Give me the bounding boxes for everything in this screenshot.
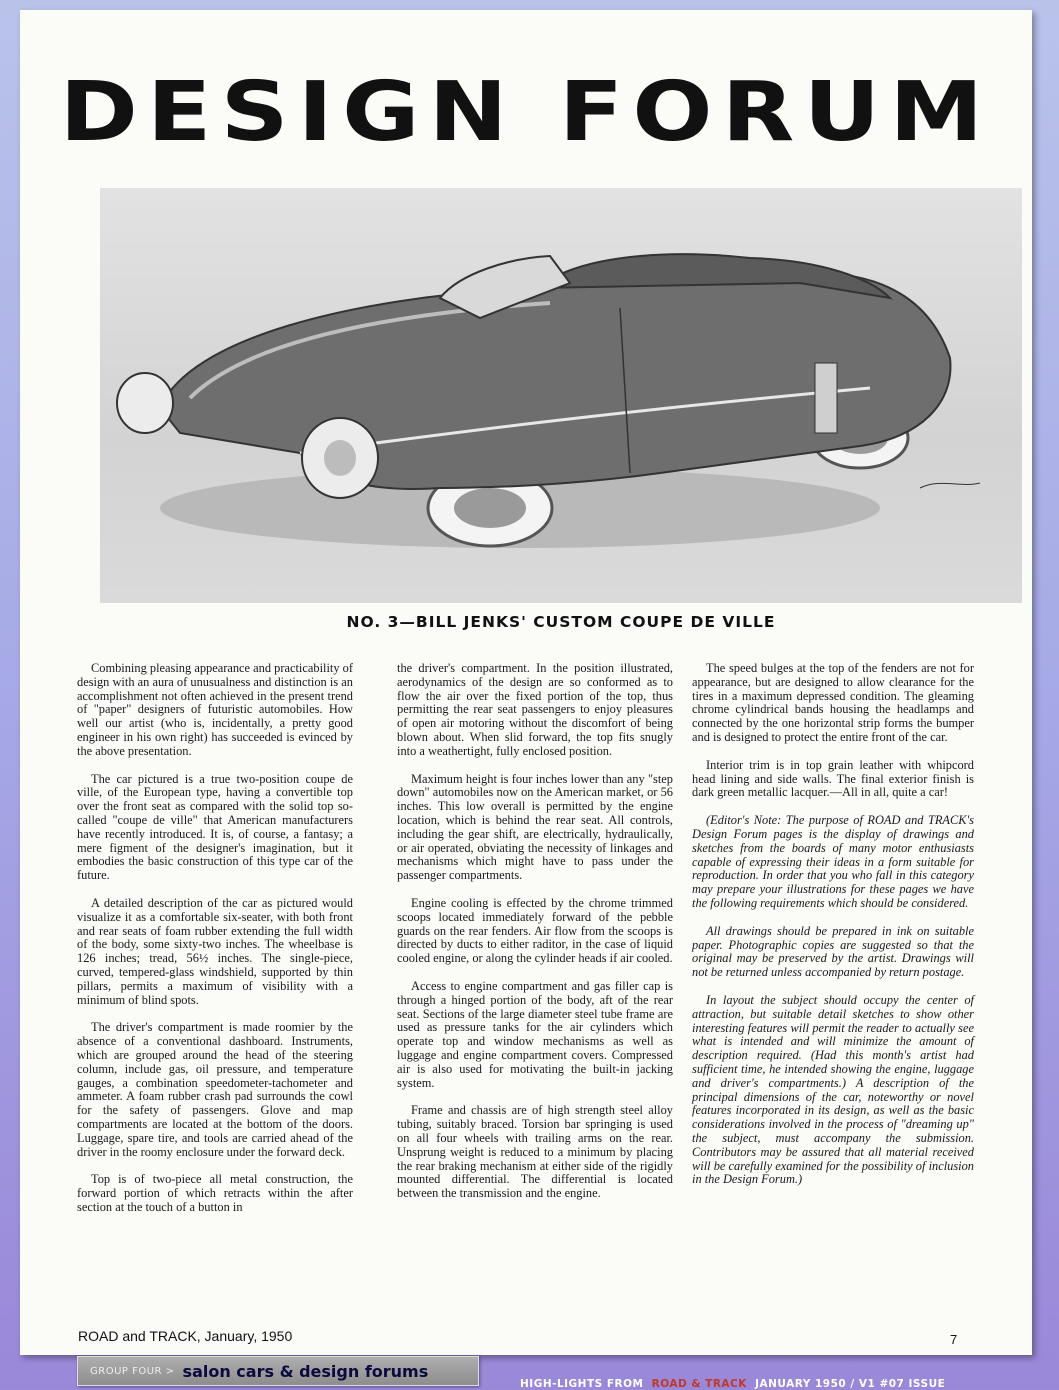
paragraph: The speed bulges at the top of the fenders are not for appearance, but are designed to allow clearance for the tires in a maximum depressed condition. The gleaming chrome cylindrical bands housing the headlamps and connected by the one horizontal strip forms the bumper and is designed to protect the entire front of the car.	[692, 661, 974, 744]
front-hub	[454, 488, 526, 528]
paragraph: the driver's compartment. In the position illustrated, aerodynamics of the design are so conformed as to flow the air over the fixed portion of the top, thus permitting the rear seat passengers to enjoy pleasures of open air motoring without the discomfort of being blown about. When slid forward, the top fits snugly into a weathertight, fully enclosed position.	[397, 661, 673, 758]
paragraph: Combining pleasing appearance and practicability of design with an aura of unusualness and distinction is an accomplishment not often achieved in the present trend of "paper" designers of futuristic automobiles. How well our artist (who is, incidentally, a pretty good engineer in his own right) has succeeded is evinced by the above presentation.	[77, 661, 353, 758]
article-column-3	[692, 662, 974, 1201]
issue-strip	[520, 1378, 945, 1390]
editors-note: (Editor's Note: The purpose of ROAD and TRACK's Design Forum pages is the display of drawings and sketches from the boards of many motor enthusiasts capable of expressing their ideas in a form suitable for reproduction. In order that you who fall in this category may prepare your illustrations for these pages we have the following requirements which should be considered.	[692, 813, 974, 910]
car-drawing	[100, 188, 1022, 603]
paragraph: Frame and chassis are of high strength steel alloy tubing, suitably braced. Torsion bar springing is used on all four wheels with trailing arms on the rear. Unsprung weight is reduced to a minimum by placing the rear braking mechanism at either side of the rigidly mounted differential. The differential is located between the transmission and the engine.	[397, 1103, 673, 1201]
editors-note: All drawings should be prepared in ink on suitable paper. Photographic copies are suggested so that the original may be preserved by the artist. Drawings will not be returned unless accompanied by return postage.	[692, 923, 974, 980]
paragraph: The car pictured is a true two-position coupe de ville, of the European type, having a convertible top over the front seat as compared with the solid top so-called "coupe de ville" that American manufacturers have recently introduced. It is, of course, a fantasy; a mere figment of the designer's imagination, but it embodies the basic construction of this type car of the future.	[77, 771, 353, 883]
issue-strip-lead: HIGH-LIGHTS FROM	[520, 1378, 644, 1390]
headlamp-left	[117, 373, 173, 433]
magazine-page	[20, 10, 1032, 1355]
car-illustration	[100, 188, 1022, 603]
paragraph: Engine cooling is effected by the chrome trimmed scoops located immediately forward of the pebble guards on the rear fenders. Air flow from the scoops is directed by ducts to either raditor, in the case of liquid cooled engine, or along the cylinder heads if air cooled.	[397, 895, 673, 966]
illustration-caption: NO. 3—BILL JENKS' CUSTOM COUPE DE VILLE	[346, 613, 776, 631]
page-number: 7	[950, 1332, 958, 1347]
headlamp-lens	[324, 440, 356, 476]
paragraph: Maximum height is four inches lower than any "step down" automobiles now on the American market, or 56 inches. This low overall is permitted by the engine location, which is behind the rear seat. All controls, including the gear shift, are electrically, hydraulically, or air operated, obviating the necessity of linkages and mechanisms which might have to pass under the passenger compartments.	[397, 771, 673, 883]
editors-note: In layout the subject should occupy the center of attraction, but suitable detail sketches to show other interesting features will permit the reader to actually see what is intended and will minimize the amount of description required. (Had this month's artist had sufficient time, he intended showing the engine, luggage and driver's compartments.) A description of the principal dimensions of the car, noteworthy or novel features incorporated in its design, as well as the basic considerations involved in the process of "dreaming up" the subject, must accompany the submission. Contributors may be assured that all material received will be carefully examined for the possibility of inclusion in the Design Forum.)	[692, 992, 974, 1187]
article-column-2	[397, 662, 673, 1215]
issue-strip-tail: JANUARY 1950 / V1 #07 ISSUE	[755, 1378, 946, 1390]
group-title: salon cars & design forums	[182, 1361, 429, 1381]
page-title: DESIGN FORUM	[59, 65, 993, 160]
article-column-1	[77, 662, 353, 1229]
paragraph: Interior trim is in top grain leather with whipcord head lining and side walls. The final exterior finish is dark green metallic lacquer.—All in all, quite a car!	[692, 757, 974, 800]
group-nav-bar[interactable]	[77, 1356, 479, 1386]
paragraph: Top is of two-piece all metal construction, the forward portion of which retracts within the after section at the touch of a button in	[77, 1172, 353, 1214]
group-prefix: GROUP FOUR >	[90, 1365, 175, 1377]
signature-mark	[920, 483, 980, 488]
paragraph: Access to engine compartment and gas filler cap is through a hinged portion of the body, aft of the rear seat. Sections of the large diameter steel tube frame are used as pressure tanks for the air cylinders which operate top and window mechanisms as well as luggage and engine compartment covers. Compressed air is also used for motivating the built-in jacking system.	[397, 978, 673, 1090]
issue-strip-brand: ROAD & TRACK	[651, 1378, 747, 1390]
magazine-footer: ROAD and TRACK, January, 1950	[78, 1328, 293, 1344]
chrome-scoop	[815, 363, 837, 433]
paragraph: A detailed description of the car as pictured would visualize it as a comfortable six-seater, with both front and rear seats of foam rubber extending the full width of the body, some sixty-two inches. The wheelbase is 126 inches; tread, 56½ inches. The single-piece, curved, tempered-glass windshield, supported by thin pillars, permits a maximum of visibility with a minimum of blind spots.	[77, 895, 353, 1007]
paragraph: The driver's compartment is made roomier by the absence of a conventional dashboard. Instruments, which are grouped around the head of the steering column, include gas, oil pressure, and temperature gauges, a combination speedometer-tachometer and ammeter. A foam rubber crash pad surrounds the cowl for the safety of passengers. Glove and map compartments are located at the bottom of the doors. Luggage, spare tire, and tools are carried ahead of the driver in the roomy enclosure under the forward deck.	[77, 1020, 353, 1159]
